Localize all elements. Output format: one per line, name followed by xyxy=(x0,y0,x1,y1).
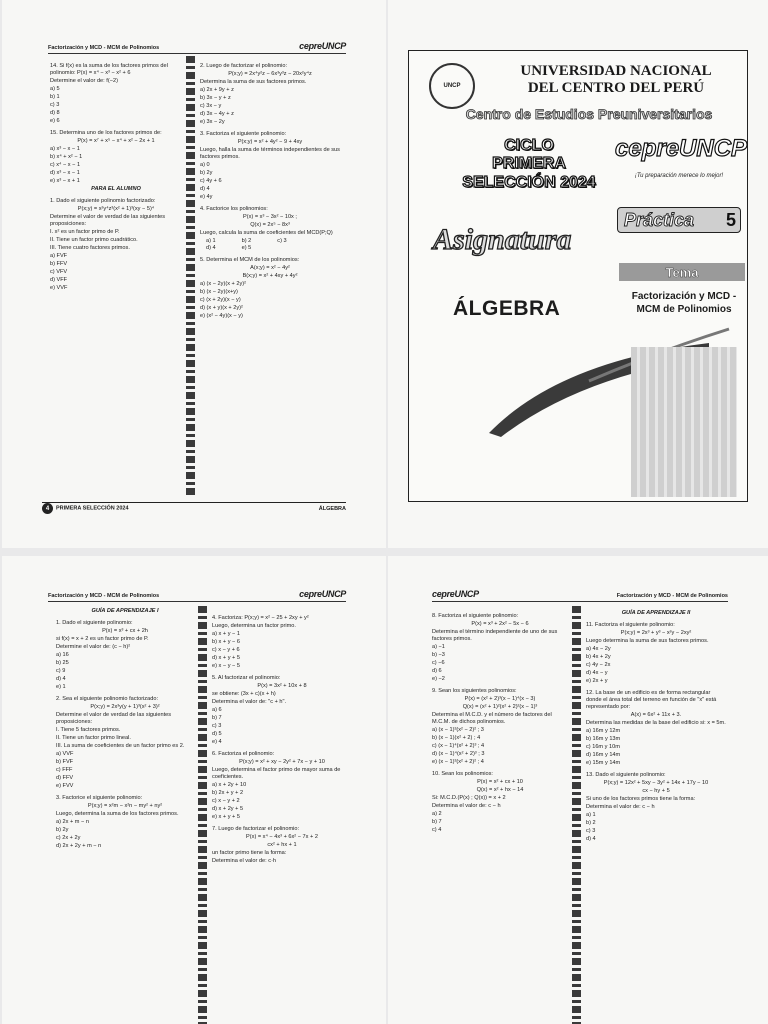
question xyxy=(432,688,568,766)
answer-option: b) 2y xyxy=(56,826,69,833)
answer-option: e) 3x − 2y xyxy=(200,118,225,125)
question-stem: 15. Determina uno de los factores primos de: xyxy=(50,129,162,136)
answer-option: c) 3x − y xyxy=(200,102,222,109)
answer-option: c) x − y + 2 xyxy=(212,797,240,804)
answer-option: b) 16m y 13m xyxy=(586,735,621,742)
question xyxy=(212,826,352,865)
subject-name: ÁLGEBRA xyxy=(453,297,561,320)
question xyxy=(56,696,194,790)
answer-option: a) 6 xyxy=(212,706,222,713)
answer-option: a) −1 xyxy=(432,643,445,650)
left-column xyxy=(432,608,568,835)
answer-option: c) 2x + 2y xyxy=(56,834,81,841)
formula: P(x) = x² + cx + 10 xyxy=(477,778,523,785)
question-stem: 7. Luego de factorizar el polinomio: xyxy=(212,825,300,832)
answer-option: b) FVF xyxy=(56,758,74,765)
answer-option: b) 2x + y + 2 xyxy=(212,789,244,796)
question xyxy=(586,622,726,685)
guide-page-1 xyxy=(2,556,386,1024)
instruction: Determina el valor de: c·h xyxy=(212,857,277,864)
answer-option: a) 16m y 12m xyxy=(586,727,621,734)
answer-option: b) 1 xyxy=(50,93,60,100)
answer-option: b) (x − 2y)(x+y) xyxy=(200,288,238,295)
question xyxy=(586,690,726,767)
footer-cycle: PRIMERA SELECCIÓN 2024 xyxy=(56,505,129,512)
answer-option: d) 5 xyxy=(212,730,222,737)
question-stem: 2. Luego de factorizar el polinomio: xyxy=(200,63,288,69)
question-stem: 12. La base de un edificio es de forma rectangular donde el área total del terreno en función de "x" está representado por: xyxy=(586,689,717,710)
instruction: Luego, determina el factor primo de mayor suma de coeficientes. xyxy=(212,766,341,780)
question xyxy=(212,615,352,670)
formula: P(x) = x³ − 3x² − 10x ; xyxy=(243,213,297,220)
formula: P(x;y) = x²m − x²n − my² + ny² xyxy=(87,802,163,809)
instruction: Determine el valor de: f(−2) xyxy=(50,77,118,84)
question-stem: 10. Sean los polinomios: xyxy=(432,770,493,777)
answer-option: b) 7 xyxy=(432,818,442,825)
practice-number: 5 xyxy=(725,209,736,230)
right-column xyxy=(586,610,726,844)
cover-page xyxy=(388,0,768,548)
left-column xyxy=(50,58,182,293)
answer-option: e) (x − 1)³(x² + 2)² ; 4 xyxy=(432,758,484,765)
section-title: PARA EL ALUMNO xyxy=(91,185,141,192)
instruction: Determina el valor de: "c + h". xyxy=(212,698,287,705)
answer-option: a) 16 xyxy=(56,651,69,658)
guide-page-2 xyxy=(388,556,768,1024)
question-stem: 4. Factoriza: P(x;y) = x² − 25 + 2xy + y² xyxy=(212,615,309,621)
page-header xyxy=(48,586,346,602)
question xyxy=(586,772,726,843)
formula: P(x;y) = 2x³ + y³ − x²y − 2xy² xyxy=(620,629,692,636)
question-stem: 5. Al factorizar el polinomio: xyxy=(212,674,281,681)
footer-subject: ÁLGEBRA xyxy=(318,505,346,512)
answer-option: d) 8 xyxy=(50,109,60,116)
formula: B(x;y) = x² + 4xy + 4y² xyxy=(242,272,298,279)
question xyxy=(50,130,182,185)
slogan: ¡Tu preparación merece lo mejor! xyxy=(634,173,724,179)
answer-option: c) 3 xyxy=(586,827,596,834)
answer-option: e) x − y − 5 xyxy=(212,662,240,669)
question-stem: 5. Determina el MCM de los polinomios: xyxy=(200,256,300,263)
proposition: I. Tiene 5 factores primos. xyxy=(56,726,121,733)
answer-option: b) −3 xyxy=(432,651,445,658)
proposition: III. Tiene cuatro factores primos. xyxy=(50,244,130,251)
answer-option: b) x + y − 6 xyxy=(212,638,240,645)
answer-option: a) VVF xyxy=(56,750,74,757)
proposition: III. La suma de coeficientes de un factor primo es 2. xyxy=(56,742,185,749)
formula: P(x;y) = 2x⁴y²z − 6x³y³z − 20x²y⁴z xyxy=(228,70,312,77)
formula: P(x) = (x² + 2)³(x − 1)⁴(x − 3) xyxy=(464,695,536,702)
question-stem: 4. Factorice los polinomios: xyxy=(200,205,268,212)
instruction: Determina las medidas de la base del edificio si: x = 5m. xyxy=(586,719,726,726)
cepre-logo: cepreUNCP xyxy=(299,589,346,599)
answer-option: a) x + 2y + 10 xyxy=(212,781,247,788)
formula: Q(x) = 2x⁵ − 8x³ xyxy=(250,221,290,228)
answer-option: a) FVF xyxy=(50,252,68,259)
answer-option: b) 25 xyxy=(56,659,69,666)
answer-option: c) 9 xyxy=(56,667,66,674)
page-footer xyxy=(42,502,346,514)
university-seal-icon: UNCP xyxy=(429,63,475,109)
column-divider xyxy=(198,606,207,1024)
question xyxy=(200,131,340,201)
answer-option: e) 1 xyxy=(56,683,66,690)
question-stem: 8. Factoriza el siguiente polinomio: xyxy=(432,613,519,619)
question xyxy=(56,795,194,850)
formula: P(x) = x³ + 2x² − 5x − 6 xyxy=(471,620,529,627)
question xyxy=(50,198,182,292)
answer-option: c) FFF xyxy=(56,766,73,773)
practice-badge: Práctica 5 xyxy=(617,207,741,233)
answer-option: d) 4 xyxy=(200,185,210,192)
proposition: II. Tiene un factor primo cuadrático. xyxy=(50,236,138,243)
question-stem: 9. Sean los siguientes polinomios: xyxy=(432,687,517,694)
question-stem: 13. Dado el siguiente polinomio: xyxy=(586,771,666,778)
cover-frame xyxy=(408,50,748,502)
answer-option: c) (x − 1)⁴(x² + 2)³ ; 4 xyxy=(432,742,485,749)
answer-option: b) 7 xyxy=(212,714,222,721)
answer-option: e) 5 xyxy=(241,244,252,251)
answer-option: e) 6 xyxy=(50,117,60,124)
question-stem: 2. Sea el siguiente polinomio factorizado: xyxy=(56,695,158,702)
question-stem: 11. Factoriza el siguiente polinomio: xyxy=(586,621,675,628)
answer-option: d) 4 xyxy=(206,244,216,251)
subject-heading: Asignatura xyxy=(433,223,572,256)
cycle-title: CICLO PRIMERA SELECCIÓN 2024 xyxy=(462,137,596,191)
question-stem: 6. Factoriza el polinomio: xyxy=(212,750,275,757)
answer-option: e) 4y xyxy=(200,193,213,200)
answer-option: b) (x − 1)(x² + 2) ; 4 xyxy=(432,734,481,741)
formula: cx − hy + 5 xyxy=(642,787,670,794)
center-name: Centro de Estudios Preuniversitarios xyxy=(465,106,713,122)
answer-option: a) 0 xyxy=(200,161,210,168)
formula: cx² + hx + 1 xyxy=(267,841,297,848)
question xyxy=(200,206,340,252)
instruction: Determina el valor de: c − h xyxy=(432,802,501,809)
answer-option: d) x + 2y + 5 xyxy=(212,805,244,812)
question xyxy=(200,63,340,126)
answer-option: d) (x − 1)⁴(x² + 2)³ ; 3 xyxy=(432,750,485,757)
answer-option: d) (x + y)(x + 2y)² xyxy=(200,304,243,311)
page-header xyxy=(48,38,346,54)
question xyxy=(56,620,194,691)
answer-option: b) 3x − y + z xyxy=(200,94,231,101)
page-number: 4 xyxy=(42,503,53,514)
topic-description: Factorización y MCD - MCM de Polinomios xyxy=(631,291,737,315)
answer-option: e) (x² − 4y)(x − y) xyxy=(200,312,243,319)
instruction: Determina la suma de sus factores primos. xyxy=(200,78,307,85)
cepre-logo: cepreUNCP xyxy=(432,589,479,599)
header-title: Factorización y MCD - MCM de Polinomios xyxy=(616,593,728,599)
instruction: se obtiene: (3x + c)(x + h) xyxy=(212,690,276,697)
instruction: si f(x) = x + 2 es un factor primo de P. xyxy=(56,635,149,642)
header-title: Factorización y MCD - MCM de Polinomios xyxy=(48,45,160,51)
question xyxy=(200,257,340,320)
section-title: GUÍA DE APRENDIZAJE II xyxy=(621,610,691,616)
formula: P(x;y) = x² + xy − 2y² + 7x − y + 10 xyxy=(239,758,325,765)
answer-option: c) 3 xyxy=(277,237,287,244)
question xyxy=(50,63,182,125)
instruction: un factor primo tiene la forma: xyxy=(212,849,287,856)
question xyxy=(212,675,352,746)
instruction: Determine el valor de: (c − h)² xyxy=(56,643,131,650)
answer-option: c) x − y + 6 xyxy=(212,646,240,653)
instruction: Luego determina la suma de sus factores primos. xyxy=(586,637,709,644)
answer-option: c) VFV xyxy=(50,268,68,275)
answer-option: d) 4x − y xyxy=(586,669,608,676)
formula: P(x) = x⁷ + x⁵ − x⁴ + x² − 2x + 1 xyxy=(77,137,155,144)
question-stem: 3. Factoriza el siguiente polinomio: xyxy=(200,130,287,137)
formula: P(x) = 3x² + 10x + 8 xyxy=(257,682,307,689)
instruction: Luego, determina un factor primo. xyxy=(212,622,296,629)
answer-option: e) VVF xyxy=(50,284,68,291)
instruction: Si uno de los factores primos tiene la forma: xyxy=(586,795,696,802)
formula: P(x;y) = 2x³y(y + 1)³(x² + 3)² xyxy=(90,703,160,710)
instruction: Luego, determina la suma de los factores primos. xyxy=(56,810,179,817)
answer-option: e) 2x + y xyxy=(586,677,608,684)
answer-option: a) 1 xyxy=(586,811,596,818)
left-column xyxy=(56,608,194,851)
answer-option: e) FVV xyxy=(56,782,74,789)
answer-option: c) 3 xyxy=(212,722,222,729)
answer-option: a) (x − 1)³(x² − 2)² ; 3 xyxy=(432,726,484,733)
answer-row xyxy=(206,238,340,245)
question-stem: 1. Dado el siguiente polinomio: xyxy=(56,619,133,626)
question xyxy=(432,613,568,683)
answer-option: a) 1 xyxy=(206,237,216,244)
answer-option: d) 16m y 14m xyxy=(586,751,621,758)
answer-option: d) VFF xyxy=(50,276,68,283)
formula: A(x) = 6x² + 11x + 3. xyxy=(630,711,682,718)
topic-heading: Tema xyxy=(619,263,745,281)
answer-option: b) FFV xyxy=(50,260,68,267)
answer-option: e) 4 xyxy=(212,738,222,745)
answer-option: d) 2x + 2y + m − n xyxy=(56,842,102,849)
building-image xyxy=(631,347,737,497)
formula: P(x) = x³ + cx + 2h xyxy=(102,627,148,634)
formula: Q(x) = x² + hx − 14 xyxy=(476,786,524,793)
answer-option: a) 4x − 2y xyxy=(586,645,611,652)
answer-option: d) 6 xyxy=(432,667,442,674)
answer-row xyxy=(206,245,340,252)
answer-option: e) −2 xyxy=(432,675,445,682)
instruction: Determine el valor de verdad de las siguientes proposiciones: xyxy=(56,711,172,725)
answer-option: c) 3 xyxy=(50,101,60,108)
page-header xyxy=(432,586,728,602)
proposition: I. x² es un factor primo de P. xyxy=(50,228,120,235)
answer-option: a) (x − 2y)(x + 2y)² xyxy=(200,280,247,287)
answer-option: c) (x + 2y)(x − y) xyxy=(200,296,241,303)
answer-option: c) −6 xyxy=(432,659,445,666)
formula: Q(x) = (x² + 1)²(x² + 2)²(x − 1)³ xyxy=(462,703,538,710)
formula: A(x;y) = x² − 4y² xyxy=(250,264,290,271)
right-column xyxy=(200,58,340,321)
cepre-logo-large: cepreUNCP xyxy=(615,135,748,162)
instruction: Si: M.C.D.(P(x) ; Q(x)) = x + 2 xyxy=(432,794,506,801)
formula: P(x;y) = x²y⁴z³(x² + 1)³(xy − 5)⁴ xyxy=(77,205,155,212)
question-stem: 14. Si f(x) es la suma de los factores primos del polinomio: P(x) = x⁴ − x³ − x² + 6 xyxy=(50,63,168,76)
answer-option: b) 2 xyxy=(241,237,252,244)
cepre-logo: cepreUNCP xyxy=(299,41,346,51)
question-stem: 3. Factorice el siguiente polinomio: xyxy=(56,794,143,801)
answer-option: a) 2x + m − n xyxy=(56,818,89,825)
answer-option: e) x³ − x + 1 xyxy=(50,177,80,184)
instruction: Luego, halla la suma de términos independientes de sus factores primos. xyxy=(200,146,340,160)
answer-option: c) x⁴ − x − 1 xyxy=(50,161,81,168)
answer-option: e) x + y + 5 xyxy=(212,813,240,820)
column-divider xyxy=(572,606,581,1024)
answer-option: d) x³ − x − 1 xyxy=(50,169,80,176)
university-name: UNIVERSIDAD NACIONAL DEL CENTRO DEL PERÚ xyxy=(520,63,712,97)
answer-option: d) 4 xyxy=(586,835,596,842)
answer-option: c) 4y − 2x xyxy=(586,661,611,668)
question xyxy=(212,751,352,821)
formula: P(x;y) = 12x² + 5xy − 3y² + 14x + 17y − 10 xyxy=(603,779,709,786)
answer-option: a) 5 xyxy=(50,85,60,92)
answer-option: b) x⁴ + x² − 1 xyxy=(50,153,83,160)
answer-option: d) 4 xyxy=(56,675,66,682)
answer-option: a) 2x + 9y + z xyxy=(200,86,234,93)
answer-option: a) 2 xyxy=(432,810,442,817)
answer-option: a) x³ − x − 1 xyxy=(50,145,80,152)
column-divider xyxy=(186,56,195,496)
proposition: II. Tiene un factor primo lineal. xyxy=(56,734,131,741)
question xyxy=(432,771,568,834)
header-title: Factorización y MCD - MCM de Polinomios xyxy=(48,593,160,599)
page-4 xyxy=(2,0,386,548)
formula: P(x;y) = x² + 4y² − 9 + 4xy xyxy=(237,138,303,145)
formula: P(x) = x⁴ − 4x³ + 6x² − 7x + 2 xyxy=(246,833,318,840)
instruction: Luego, calcula la suma de coeficientes del MCD(P;Q) xyxy=(200,229,333,236)
instruction: Determina el valor de: c − h xyxy=(586,803,655,810)
answer-option: b) 4x + 2y xyxy=(586,653,611,660)
answer-option: d) FFV xyxy=(56,774,74,781)
question-stem: 1. Dado el siguiente polinomio factorizado: xyxy=(50,197,156,204)
answer-option: c) 4y + 6 xyxy=(200,177,222,184)
answer-option: e) 15m y 14m xyxy=(586,759,621,766)
instruction: Determine el valor de verdad de las siguientes proposiciones: xyxy=(50,213,166,227)
answer-option: b) 2 xyxy=(586,819,596,826)
instruction: Determina el término independiente de uno de sus factores primos. xyxy=(432,628,558,642)
answer-option: a) x + y − 1 xyxy=(212,630,240,637)
section-title: GUÍA DE APRENDIZAJE I xyxy=(91,608,159,614)
answer-option: c) 4 xyxy=(432,826,442,833)
answer-option: d) x + y + 5 xyxy=(212,654,240,661)
answer-option: d) 3x − 4y + z xyxy=(200,110,234,117)
instruction: Determina el M.C.D. y el número de factores del M.C.M. de dichos polinomios. xyxy=(432,711,552,725)
answer-option: b) 2y xyxy=(200,169,213,176)
right-column xyxy=(212,610,352,866)
answer-option: c) 16m y 10m xyxy=(586,743,620,750)
